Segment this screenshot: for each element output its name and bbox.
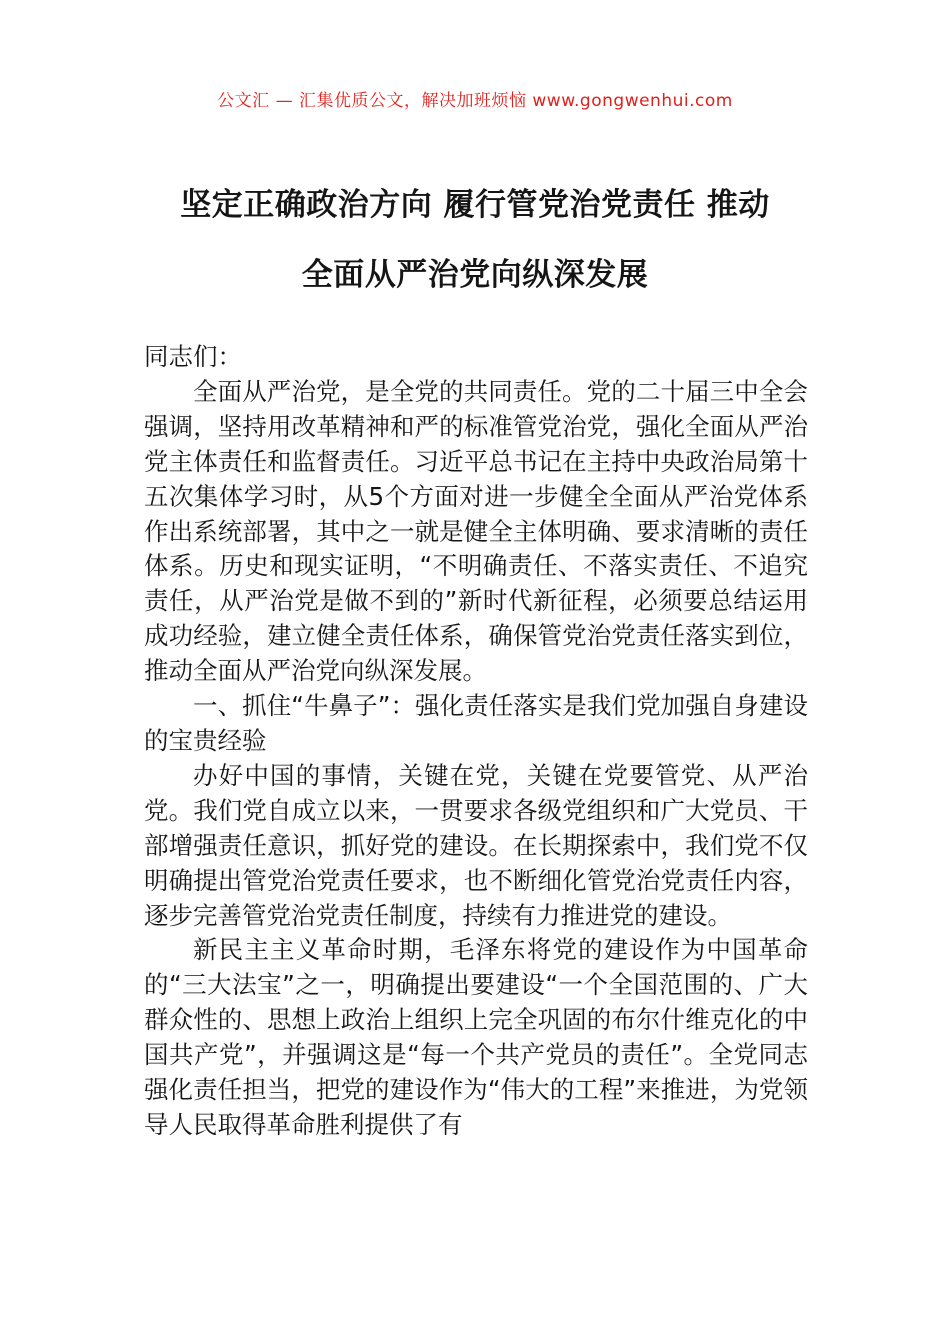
title-line-2: 全面从严治党向纵深发展: [301, 257, 649, 293]
source-website-link[interactable]: 公文汇 — 汇集优质公文，解决加班烦恼 www.gongwenhui.com: [217, 91, 733, 111]
section-heading-1: 一、抓住“牛鼻子”：强化责任落实是我们党加强自身建设的宝贵经验: [144, 691, 808, 755]
paragraph-3: 新民主主义革命时期，毛泽东将党的建设作为中国革命的“三大法宝”之一，明确提出要建设“一个全国范围的、广大群众性的、思想上政治上组织上完全巩固的布尔什维克化的中国共产党”，并强调这是“每一个共产党员的责任”。全党同志强化责任担当，把党的建设作为“伟大的工程”来推进，为党领导人民取得革命胜利提供了有: [144, 935, 808, 1139]
salutation: 同志们：: [144, 342, 242, 371]
paragraph-intro: 全面从严治党，是全党的共同责任。党的二十届三中全会强调，坚持用改革精神和严的标准管党治党，强化全面从严治党主体责任和监督责任。习近平总书记在主持中央政治局第十五次集体学习时，从5个方面对进一步健全全面从严治党体系作出系统部署，其中之一就是健全主体明确、要求清晰的责任体系。历史和现实证明，“不明确责任、不落实责任、不追究责任，从严治党是做不到的”新时代新征程，必须要总结运用成功经验，建立健全责任体系，确保管党治党责任落实到位，推动全面从严治党向纵深发展。: [144, 376, 808, 686]
document-title: [120, 170, 830, 310]
title-line-1: 坚定正确政治方向 履行管党治党责任 推动: [180, 187, 770, 223]
paragraph-2: 办好中国的事情，关键在党，关键在党要管党、从严治党。我们党自成立以来，一贯要求各级党组织和广大党员、干部增强责任意识，抓好党的建设。在长期探索中，我们党不仅明确提出管党治党责任要求，也不断细化管党治党责任内容，逐步完善管党治党责任制度，持续有力推进党的建设。: [144, 760, 808, 930]
document-body: [144, 340, 808, 1143]
